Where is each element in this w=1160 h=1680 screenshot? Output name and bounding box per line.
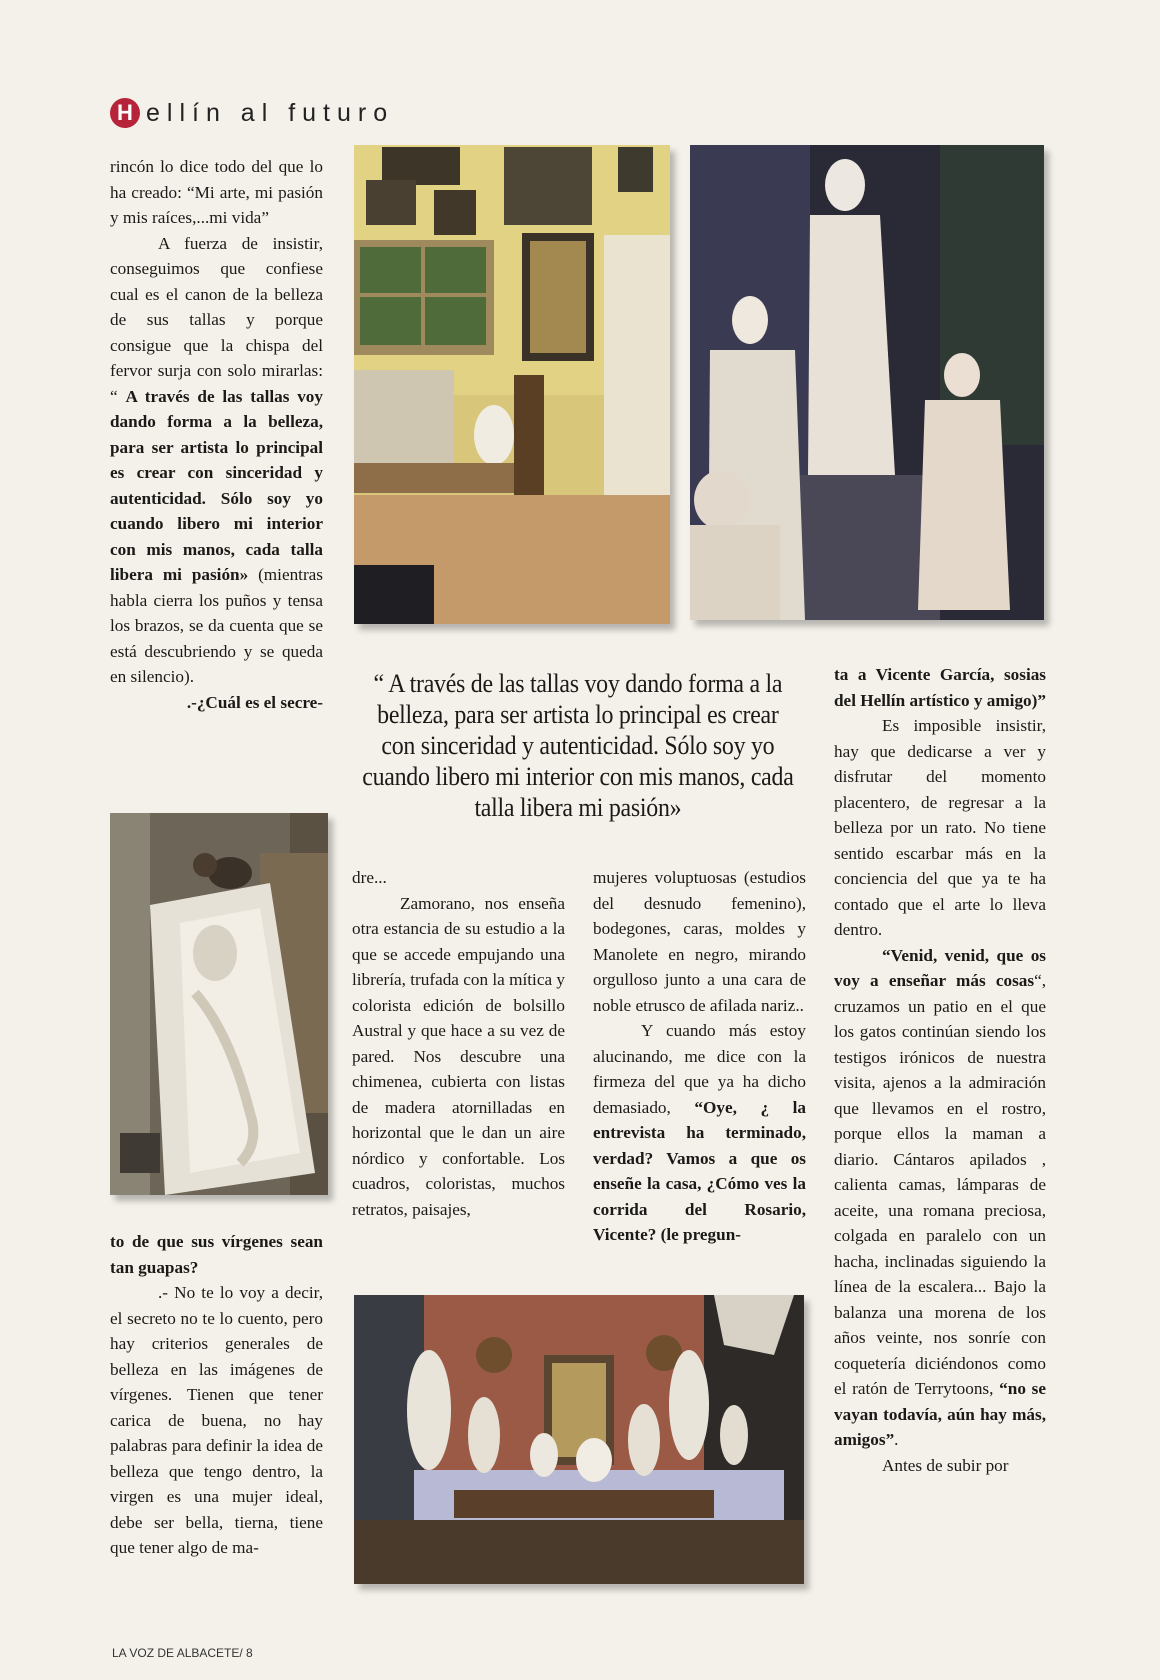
photo-relief-sculpture: [110, 813, 328, 1195]
photo-standing-statues: [690, 145, 1044, 620]
paragraph: “Venid, venid, que os voy a enseñar más cosas“, cruzamos un patio en el que los gatos continúan siendo los testigos irónicos de nuestra visita, ajenos a la admiración que llevamos en el rostro, porque ellos la maman a diario. Cántaros apilados , calienta camas, lámparas de aceite, una romana preciosa, colgada en paralelo con un hacha, inclinadas siguiendo la línea de la escalera... Bajo la balanza una morena de los años veinte, nos sonríe con coquetería diciéndonos como el ratón de Terrytoons, “no se vayan todavía, aún hay más, amigos”.: [834, 945, 1046, 1449]
article-column-4: [834, 662, 1046, 1478]
article-column-2: [352, 865, 565, 1222]
paragraph: Es imposible insistir, hay que dedicarse a ver y disfrutar del momento placentero, de regresar a la belleza por un rato. No tiene sentido escarbar más en la conciencia del que ya te ha contado que el arte lo lleva dentro.: [834, 716, 1046, 939]
section-title: ellín al futuro: [146, 98, 395, 127]
interview-question: .-¿Cuál es el secre-: [186, 692, 323, 712]
pull-quote: “ A través de las tallas voy dando forma a la belleza, para ser artista lo principal es crear con sinceridad y autenticidad. Sólo soy yo cuando libero mi interior con mis manos, cada talla libera mi pasión»: [362, 669, 794, 822]
interview-question: to de que sus vírgenes sean tan guapas?: [110, 1232, 323, 1277]
paragraph: dre...: [352, 868, 387, 887]
paragraph: ta a Vicente García, sosias del Hellín artístico y amigo)”: [834, 665, 1046, 710]
photo-studio-interior: [354, 145, 670, 624]
paragraph: .- No te lo voy a decir, el secreto no te lo cuento, pero hay criterios generales de belleza en las imágenes de vírgenes. Tienen que tener carica de buena, no hay palabras para definir la idea de belleza que tengo dentro, la virgen es una mujer ideal, debe ser bella, tierna, tiene que tener algo de ma-: [110, 1283, 323, 1557]
paragraph: rincón lo dice todo del que lo ha creado: “Mi arte, mi pasión y mis raíces,...mi vida”: [110, 157, 323, 227]
paragraph: mujeres voluptuosas (estudios del desnudo femenino), bodegones, caras, moldes y Manolete en negro, mirando orgulloso junto a una cara de noble etrusco de afilada nariz..: [593, 868, 806, 1015]
article-column-1: [110, 154, 323, 715]
photo-fireplace-sculptures: [354, 1295, 804, 1584]
paragraph: Y cuando más estoy alucinando, me dice con la firmeza del que ya ha dicho demasiado, “Oye, ¿ la entrevista ha terminado, verdad? Vamos a que os enseñe la casa, ¿Cómo ves la corrida del Rosario, Vicente? (le pregun-: [593, 1021, 806, 1244]
paragraph: Antes de subir por: [882, 1455, 1009, 1475]
paragraph: Zamorano, nos enseña otra estancia de su estudio a la que se accede empujando una librería, trufada con la mítica y colorista edición de bolsillo Austral y que hace a su vez de pared. Nos descubre una chimenea, cubierta con listas de madera atornilladas en horizontal que le dan un aire nórdico y confortable. Los cuadros, coloristas, muchos retratos, paisajes,: [352, 893, 565, 1219]
article-column-1-continued: [110, 1229, 323, 1561]
page-footer: LA VOZ DE ALBACETE/ 8: [112, 1646, 253, 1660]
article-column-3: [593, 865, 806, 1248]
page-header: [110, 96, 394, 130]
magazine-logo-icon: H: [110, 98, 140, 128]
paragraph: A fuerza de insistir, conseguimos que confiese cual es el canon de la belleza de sus tallas y porque consigue que la chispa del fervor surja con solo mirarlas: “ A través de las tallas voy dando forma a la belleza, para ser artista lo principal es crear con sinceridad y autenticidad. Sólo soy yo cuando libero mi interior con mis manos, cada talla libera mi pasión» (mientras habla cierra los puños y tensa los brazos, se da cuenta que se está descubriendo y se queda en silencio).: [110, 233, 323, 686]
